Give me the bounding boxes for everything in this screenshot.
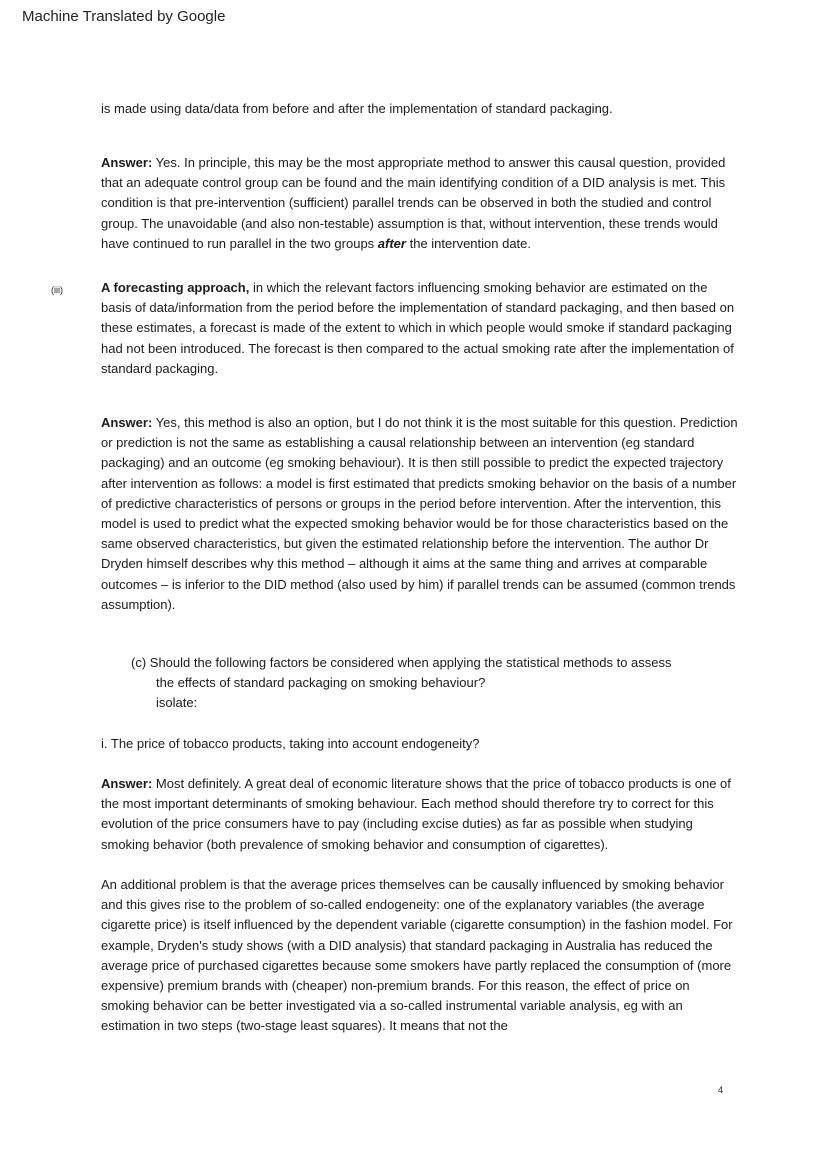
translation-banner: Machine Translated by Google	[22, 8, 226, 25]
answer-label: Answer:	[101, 415, 153, 430]
answer-text-end: the intervention date.	[405, 235, 532, 251]
answer-text: Yes, this method is also an option, but I do not think it is the most suitable for this question. Prediction or prediction is not the same as establishing a causal relationship between an intervention (eg standard packaging) and an outcome (eg smoking behaviour). It is then still possible to predict the expected trajectory after intervention as follows: a model is first estimated that predicts smoking behavior on the basis of a number of predictive characteristics of persons or groups in the period before intervention. After the intervention, this model is used to predict what the expected smoking behavior would be for those characteristics based on the same observed characteristics, but given the estimated relationship before the intervention. The author Dr Dryden himself describes why this method – although it aims at the same thing and arrives at comparable outcomes – is inferior to the DID method (also used by him) if parallel trends can be assumed (common trends assumption).	[101, 415, 738, 612]
paragraph-intro-tail	[101, 99, 741, 119]
answer-text: Most definitely. A great deal of economic literature shows that the price of tobacco products is one of the most important determinants of smoking behaviour. Each method should therefore try to correct for this evolution of the price consumers have to pay (including excise duties) as far as possible when studying smoking behavior (both prevalence of smoking behavior and consumption of cigarettes).	[101, 776, 731, 852]
question-c	[131, 653, 771, 714]
question-line-3: isolate:	[156, 695, 198, 711]
item-marker-iii: (iii)	[51, 285, 63, 295]
item-text: in which the relevant factors influencing smoking behavior are estimated on the basis of data/information from the period before the implementation of standard packaging, and then based on these estimates, a forecast is made of the extent to which in which people would smoke if standard packaging had not been introduced. The forecast is then compared to the actual smoking rate after the implementation of standard packaging.	[101, 280, 735, 376]
answer-label: Answer:	[101, 776, 153, 791]
paragraph-endogeneity: An additional problem is that the average prices themselves can be causally influenced by smoking behavior and this gives rise to the problem of so-called endogeneity: one of the explanatory variables (the average cigarette price) is itself influenced by the dependent variable (cigarette consumption) in the fashion model. For example, Dryden's study shows (with a DID analysis) that standard packaging in Australia has reduced the average price of purchased cigarettes because some smokers have partly replaced the consumption of (more expensive) premium brands with (cheaper) non-premium brands. For this reason, the effect of price on smoking behavior can be better investigated via a so-called instrumental variable analysis, eg with an estimation in two steps (two-stage least squares). It means that not the	[101, 877, 733, 1034]
item-i: i. The price of tobacco products, taking into account endogeneity?	[101, 736, 480, 751]
item-title: A forecasting approach,	[101, 280, 250, 295]
answer-did	[101, 153, 741, 254]
question-line-1: (c) Should the following factors be considered when applying the statistical methods to assess	[131, 655, 672, 670]
answer-emphasis: after	[377, 235, 406, 251]
answer-text: Yes. In principle, this may be the most appropriate method to answer this causal question, provided that an adequate control group can be found and the main identifying condition of a DID analysis is met. This condition is that pre-intervention (sufficient) parallel trends can be observed in both the studied and control group. The unavoidable (and also non-testable) assumption is that, without intervention, these trends would have continued to run parallel in the two groups	[101, 155, 726, 251]
item-forecasting-approach	[101, 278, 741, 379]
answer-price	[101, 774, 741, 855]
page-number: 4	[718, 1085, 724, 1095]
answer-forecasting	[101, 413, 741, 615]
answer-label: Answer:	[101, 155, 153, 170]
question-line-2: the effects of standard packaging on smoking behaviour?	[156, 675, 486, 691]
paragraph-text: is made using data/data from before and after the implementation of standard packaging.	[101, 101, 613, 116]
